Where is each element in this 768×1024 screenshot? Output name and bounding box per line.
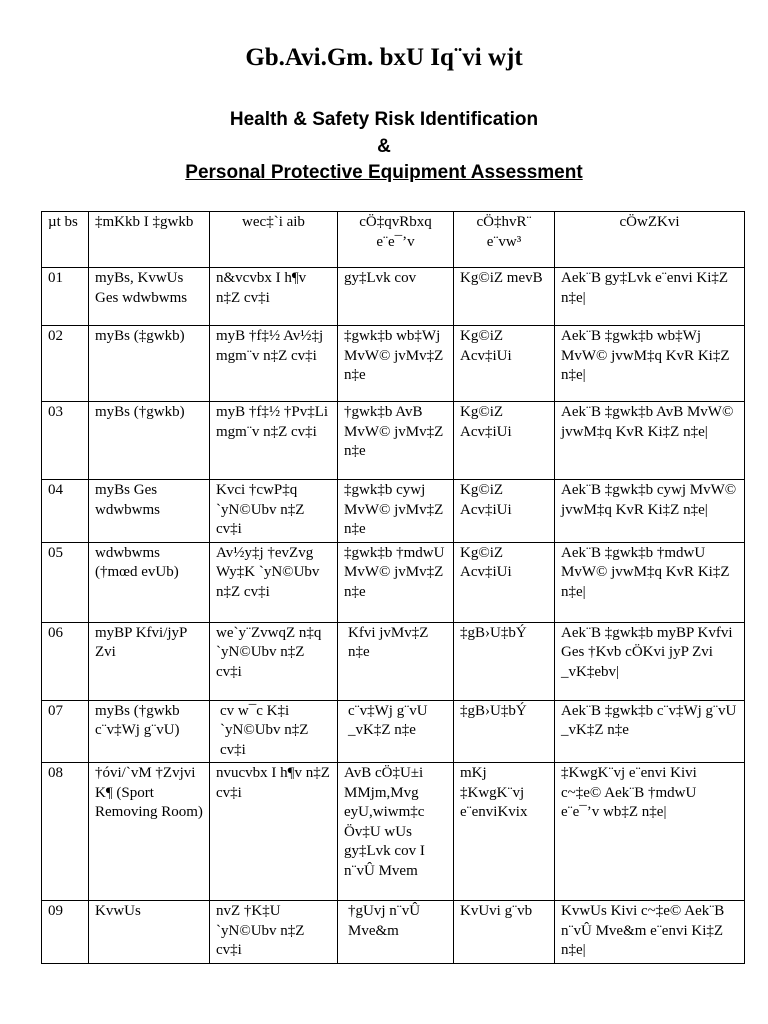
table-row (42, 763, 745, 901)
cell-measures: ‡gwk‡b †mdwU MvW© jvMv‡Z n‡e (338, 542, 454, 622)
cell-serial: 06 (42, 622, 89, 700)
header-applicable-persons: cÖ‡hvR¨ e¨vw³ (454, 212, 555, 268)
cell-remedy: KvwUs Kivi c~‡e© Aek¨B n¨vÛ Mve&m e¨envi Ki‡Z n‡e| (555, 901, 745, 964)
cell-hazard: myB †f‡½ †Pv‡Li mgm¨v n‡Z cv‡i (210, 402, 338, 480)
cell-measures: gy‡Lvk cov (338, 268, 454, 326)
table-row (42, 622, 745, 700)
cell-hazard: Av½y‡j †evZvg Wy‡K `yN©Ubv n‡Z cv‡i (210, 542, 338, 622)
cell-persons: ‡gB›U‡bÝ (454, 622, 555, 700)
table-row (42, 700, 745, 763)
subtitle-ampersand: & (377, 136, 391, 157)
risk-assessment-table (41, 211, 745, 964)
table-row (42, 402, 745, 480)
cell-serial: 08 (42, 763, 89, 901)
cell-section: myBs Ges wdwbwms (89, 480, 210, 543)
header-required-measures: cÖ‡qvRbxq e¨e¯’v (338, 212, 454, 268)
cell-persons: ‡gB›U‡bÝ (454, 700, 555, 763)
cell-remedy: Aek¨B ‡gwk‡b myBP Kvfvi Ges †Kvb cÖKvi jyP Zvi _vK‡ebv| (555, 622, 745, 700)
cell-section: myBs (†gwkb c¨v‡Wj g¨vU) (89, 700, 210, 763)
table-row (42, 901, 745, 964)
cell-measures: ‡gwk‡b cywj MvW© jvMv‡Z n‡e (338, 480, 454, 543)
cell-hazard: nvZ †K‡U `yN©Ubv n‡Z cv‡i (210, 901, 338, 964)
table-row (42, 480, 745, 543)
cell-measures: †gwk‡b AvB MvW© jvMv‡Z n‡e (338, 402, 454, 480)
header-section-machine: ‡mKkb I ‡gwkb (89, 212, 210, 268)
cell-serial: 07 (42, 700, 89, 763)
cell-measures: c¨v‡Wj g¨vU _vK‡Z n‡e (338, 700, 454, 763)
cell-serial: 05 (42, 542, 89, 622)
subtitle-risk-identification: Health & Safety Risk Identification (229, 109, 539, 130)
page-title: Gb.Avi.Gm. bxU Iq¨vi wjt (245, 44, 523, 71)
cell-persons: Kg©iZ Acv‡iUi (454, 542, 555, 622)
cell-persons: Kg©iZ Acv‡iUi (454, 402, 555, 480)
cell-remedy: Aek¨B ‡gwk‡b †mdwU MvW© jvwM‡q KvR Ki‡Z n‡e| (555, 542, 745, 622)
cell-serial: 02 (42, 326, 89, 402)
cell-section: myBs (†gwkb) (89, 402, 210, 480)
cell-remedy: Aek¨B ‡gwk‡b AvB MvW© jvwM‡q KvR Ki‡Z n‡e| (555, 402, 745, 480)
cell-hazard: we`y¨ZvwqZ n‡q `yN©Ubv n‡Z cv‡i (210, 622, 338, 700)
header-remedy: cÖwZKvi (555, 212, 745, 268)
cell-section: myBs (‡gwkb) (89, 326, 210, 402)
cell-persons: Kg©iZ mevB (454, 268, 555, 326)
cell-section: KvwUs (89, 901, 210, 964)
table-row (42, 268, 745, 326)
cell-hazard: n&vcvbx I h¶v n‡Z cv‡i (210, 268, 338, 326)
table-row (42, 542, 745, 622)
subtitle-ppe-assessment: Personal Protective Equipment Assessment (185, 162, 583, 183)
cell-serial: 09 (42, 901, 89, 964)
table-row (42, 326, 745, 402)
cell-serial: 01 (42, 268, 89, 326)
cell-remedy: Aek¨B ‡gwk‡b c¨v‡Wj g¨vU _vK‡Z n‡e (555, 700, 745, 763)
cell-hazard: cv w¯c K‡i `yN©Ubv n‡Z cv‡i (210, 700, 338, 763)
cell-measures: Kfvi jvMv‡Z n‡e (338, 622, 454, 700)
cell-hazard: myB †f‡½ Av½‡j mgm¨v n‡Z cv‡i (210, 326, 338, 402)
cell-measures: ‡gwk‡b wb‡Wj MvW© jvMv‡Z n‡e (338, 326, 454, 402)
cell-persons: mKj ‡KwgK¨vj e¨enviKvix (454, 763, 555, 901)
cell-section: †óvi/`vM †Zvjvi K¶ (Sport Removing Room) (89, 763, 210, 901)
cell-hazard: Kvci †cwP‡q `yN©Ubv n‡Z cv‡i (210, 480, 338, 543)
cell-persons: Kg©iZ Acv‡iUi (454, 326, 555, 402)
cell-measures: AvB cÖ‡U±i MMjm,Mvg eyU,wiwm‡c Öv‡U wUs gy‡Lvk cov I n¨vÛ Mvem (338, 763, 454, 901)
header-serial-no: µt bs (42, 212, 89, 268)
cell-section: wdwbwms (†mœd evUb) (89, 542, 210, 622)
table-header-row (42, 212, 745, 268)
cell-remedy: Aek¨B gy‡Lvk e¨envi Ki‡Z n‡e| (555, 268, 745, 326)
cell-section: myBP Kfvi/jyP Zvi (89, 622, 210, 700)
cell-serial: 04 (42, 480, 89, 543)
cell-remedy: ‡KwgK¨vj e¨envi Kivi c~‡e© Aek¨B †mdwU e¨e¯’v wb‡Z n‡e| (555, 763, 745, 901)
cell-measures: †gUvj n¨vÛ Mve&m (338, 901, 454, 964)
cell-section: myBs, KvwUs Ges wdwbwms (89, 268, 210, 326)
cell-remedy: Aek¨B ‡gwk‡b wb‡Wj MvW© jvwM‡q KvR Ki‡Z n‡e| (555, 326, 745, 402)
cell-serial: 03 (42, 402, 89, 480)
cell-hazard: nvucvbx I h¶v n‡Z cv‡i (210, 763, 338, 901)
cell-persons: KvUvi g¨vb (454, 901, 555, 964)
header-hazard-type: wec‡`i aib (210, 212, 338, 268)
cell-persons: Kg©iZ Acv‡iUi (454, 480, 555, 543)
cell-remedy: Aek¨B ‡gwk‡b cywj MvW© jvwM‡q KvR Ki‡Z n‡e| (555, 480, 745, 543)
